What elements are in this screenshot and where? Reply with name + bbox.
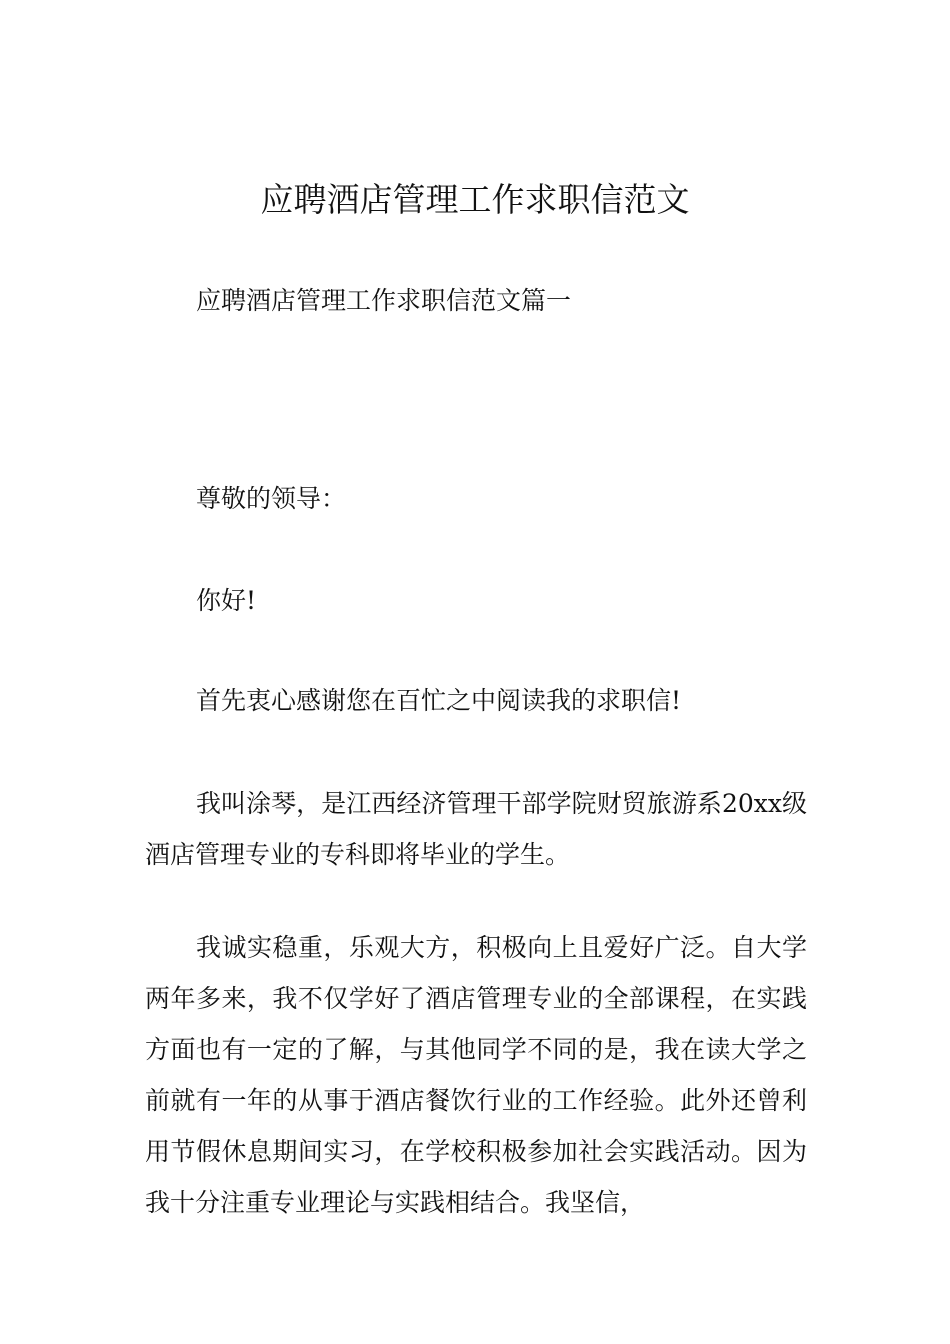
paragraph-experience: 我诚实稳重，乐观大方，积极向上且爱好广泛。自大学两年多来，我不仅学好了酒店管理专业的全部课程，在实践方面也有一定的了解，与其他同学不同的是，我在读大学之前就有一年的从事于酒店餐饮行业的工作经验。此外还曾利用节假休息期间实习，在学校积极参加社会实践活动。因为我十分注重专业理论与实践相结合。我坚信， (145, 933, 807, 1217)
document-title: 应聘酒店管理工作求职信范文 (260, 180, 690, 219)
paragraph-introduction: 我叫涂琴，是江西经济管理干部学院财贸旅游系20xx级酒店管理专业的专科即将毕业的学生。 (145, 789, 807, 869)
salutation: 尊敬的领导： (196, 484, 347, 513)
greeting: 你好! (196, 586, 257, 615)
paragraph-thanks: 首先衷心感谢您在百忙之中阅读我的求职信! (196, 686, 682, 715)
section-heading: 应聘酒店管理工作求职信范文篇一 (196, 286, 572, 315)
